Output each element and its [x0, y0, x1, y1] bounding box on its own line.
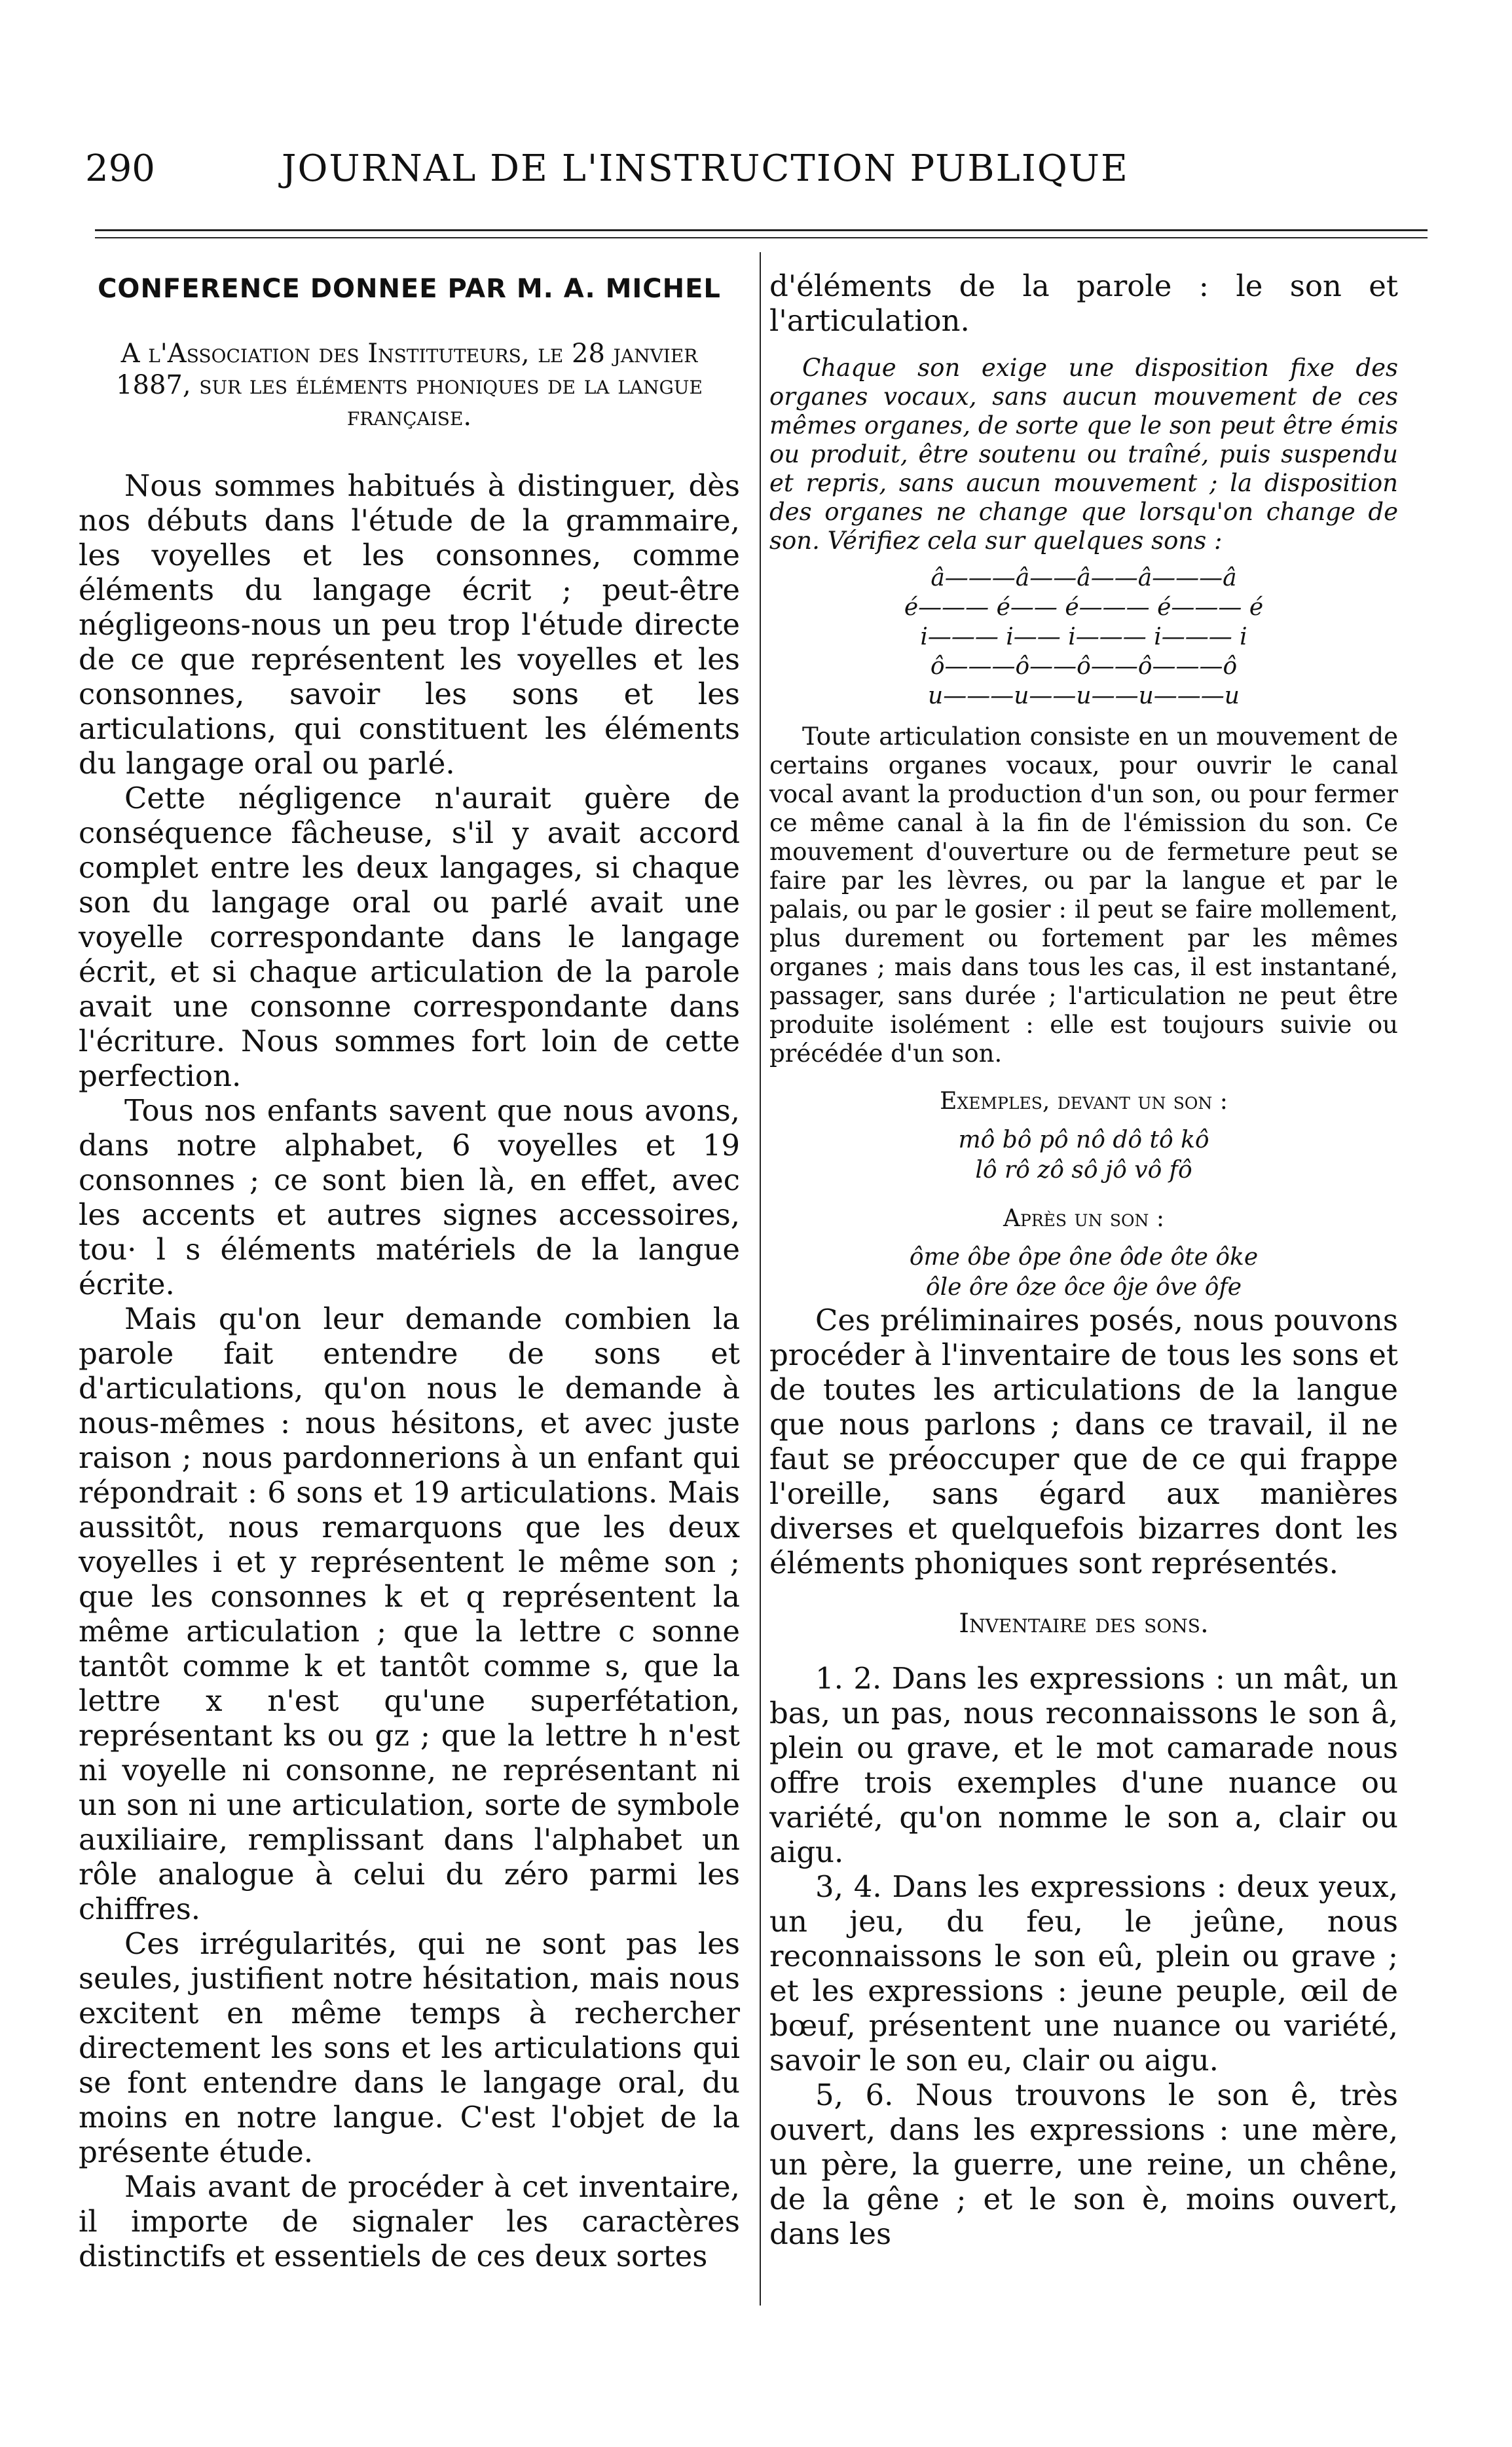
vowel-row: ô———ô——ô——ô———ô	[930, 653, 1238, 680]
vowel-row: é——— é—— é——— é——— é	[904, 594, 1264, 621]
son-definition-block	[769, 354, 1398, 555]
vowel-row: i——— i—— i——— i——— i	[920, 624, 1247, 650]
paragraph: Tous nos enfants savent que nous avons, dans notre alphabet, 6 voyelles et 19 consonnes ; ce sont bien là, en effet, avec les accents et autres signes accessoires, tou· l s éléments matériels de la langue écrite.	[79, 1093, 740, 1301]
column-divider	[760, 252, 761, 2306]
examples-before	[769, 1125, 1398, 1186]
conference-subtitle: A l'Association des Instituteurs, le 28 janvier 1887, sur les éléments phoniques de la langue française.	[116, 339, 703, 432]
son-definition: Chaque son exige une disposition fixe des organes vocaux, sans aucun mouvement de ces mêmes organes, de sorte que le son peut être émis ou produit, être soutenu ou traîné, puis suspendu et repris, sans aucun mouvement ; la disposition des organes ne change que lorsqu'on change de son. Vérifiez cela sur quelques sons :	[769, 354, 1398, 555]
section-title: Inventaire des sons.	[959, 1609, 1209, 1639]
header-rule-double	[95, 237, 1428, 238]
paragraph: 1. 2. Dans les expressions : un mât, un bas, un pas, nous reconnaissons le son â, plein ou grave, et le mot camarade nous offre trois exemples d'une nuance ou variété, qu'on nomme le son a, clair ou aigu.	[769, 1661, 1398, 1869]
examples-before-label: Exemples, devant un son :	[940, 1088, 1228, 1115]
left-column	[79, 272, 740, 2273]
example-row: ôme ôbe ôpe ône ôde ôte ôke	[909, 1244, 1259, 1271]
articulation-definition-block	[769, 722, 1398, 1068]
right-column	[769, 269, 1398, 2251]
conference-title: CONFERENCE DONNEE PAR M. A. MICHEL	[98, 274, 721, 304]
example-row: ôle ôre ôze ôce ôje ôve ôfe	[925, 1274, 1242, 1301]
vowel-row: â———â——â——â———â	[931, 565, 1237, 591]
paragraph: Mais avant de procéder à cet inventaire, il importe de signaler les caractères distinctifs et essentiels de ces deux sortes	[79, 2169, 740, 2273]
header-rule	[95, 229, 1428, 231]
articulation-definition: Toute articulation consiste en un mouvement de certains organes vocaux, pour ouvrir le canal vocal avant la production d'un son, ou pour fermer ce même canal à la fin de l'émission du son. Ce mouvement d'ouverture ou de fermeture peut se faire par les lèvres, ou par la langue et par le palais, ou par le gosier : il peut se faire mollement, plus durement ou fortement par les mêmes organes ; mais dans tous les cas, il est instantané, passager, sans durée ; l'articulation ne peut être produite isolément : elle est toujours suivie ou précédée d'un son.	[769, 722, 1398, 1068]
journal-title: JOURNAL DE L'INSTRUCTION PUBLIQUE	[282, 147, 1129, 190]
vowel-row: u———u——u——u———u	[928, 682, 1240, 709]
paragraph: 3, 4. Dans les expressions : deux yeux, un jeu, du feu, le jeûne, nous reconnaissons le son eû, plein ou grave ; et les expressions : jeune peuple, œil de bœuf, présentent une nuance ou variété, savoir le son eu, clair ou aigu.	[769, 1869, 1398, 2078]
example-row: lô rô zô sô jô vô fô	[975, 1157, 1192, 1184]
paragraph: Ces irrégularités, qui ne sont pas les seules, justifient notre hésitation, mais nous excitent en même temps à rechercher directement les sons et les articulations qui se font entendre dans le langage oral, du moins en notre langue. C'est l'objet de la présente étude.	[79, 1926, 740, 2169]
vowel-table	[769, 563, 1398, 711]
page-header	[85, 147, 1428, 190]
paragraph: d'éléments de la parole : le son et l'articulation.	[769, 269, 1398, 338]
examples-after-label: Après un son :	[1003, 1205, 1164, 1232]
paragraph: Cette négligence n'aurait guère de conséquence fâcheuse, s'il y avait accord complet entre les deux langages, si chaque son du langage oral ou parlé avait une voyelle correspondante dans le langage écrit, et si chaque articulation de la parole avait une consonne correspondante dans l'écriture. Nous sommes fort loin de cette perfection.	[79, 781, 740, 1093]
paragraph: 5, 6. Nous trouvons le son ê, très ouvert, dans les expressions : une mère, un père, la guerre, une reine, un chêne, de la gêne ; et le son è, moins ouvert, dans les	[769, 2078, 1398, 2251]
examples-after	[769, 1242, 1398, 1303]
paragraph: Nous sommes habitués à distinguer, dès nos débuts dans l'étude de la grammaire, les voyelles et les consonnes, comme éléments du langage écrit ; peut-être négligeons-nous un peu trop l'étude directe de ce que représentent les voyelles et les consonnes, savoir les sons et les articulations, qui constituent les éléments du langage oral ou parlé.	[79, 468, 740, 781]
paragraph: Mais qu'on leur demande combien la parole fait entendre de sons et d'articulations, qu'on nous le demande à nous-mêmes : nous hésitons, et avec juste raison ; nous pardonnerions à un enfant qui répondrait : 6 sons et 19 articulations. Mais aussitôt, nous remarquons que les deux voyelles i et y représentent le même son ; que les consonnes k et q représentent la même articulation ; que la lettre c sonne tantôt comme k et tantôt comme s, que la lettre x n'est qu'une superfétation, représentant ks ou gz ; que la lettre h n'est ni voyelle ni consonne, ne représentant ni un son ni une articulation, sorte de symbole auxiliaire, remplissant dans l'alphabet un rôle analogue à celui du zéro parmi les chiffres.	[79, 1301, 740, 1926]
paragraph: Ces préliminaires posés, nous pouvons procéder à l'inventaire de tous les sons et de toutes les articulations de la langue que nous parlons ; dans ce travail, il ne faut se préoccuper que de ce qui frappe l'oreille, sans égard aux manières diverses et quelquefois bizarres dont les éléments phoniques sont représentés.	[769, 1303, 1398, 1580]
page-number: 290	[85, 147, 155, 190]
example-row: mô bô pô nô dô tô kô	[958, 1127, 1209, 1153]
